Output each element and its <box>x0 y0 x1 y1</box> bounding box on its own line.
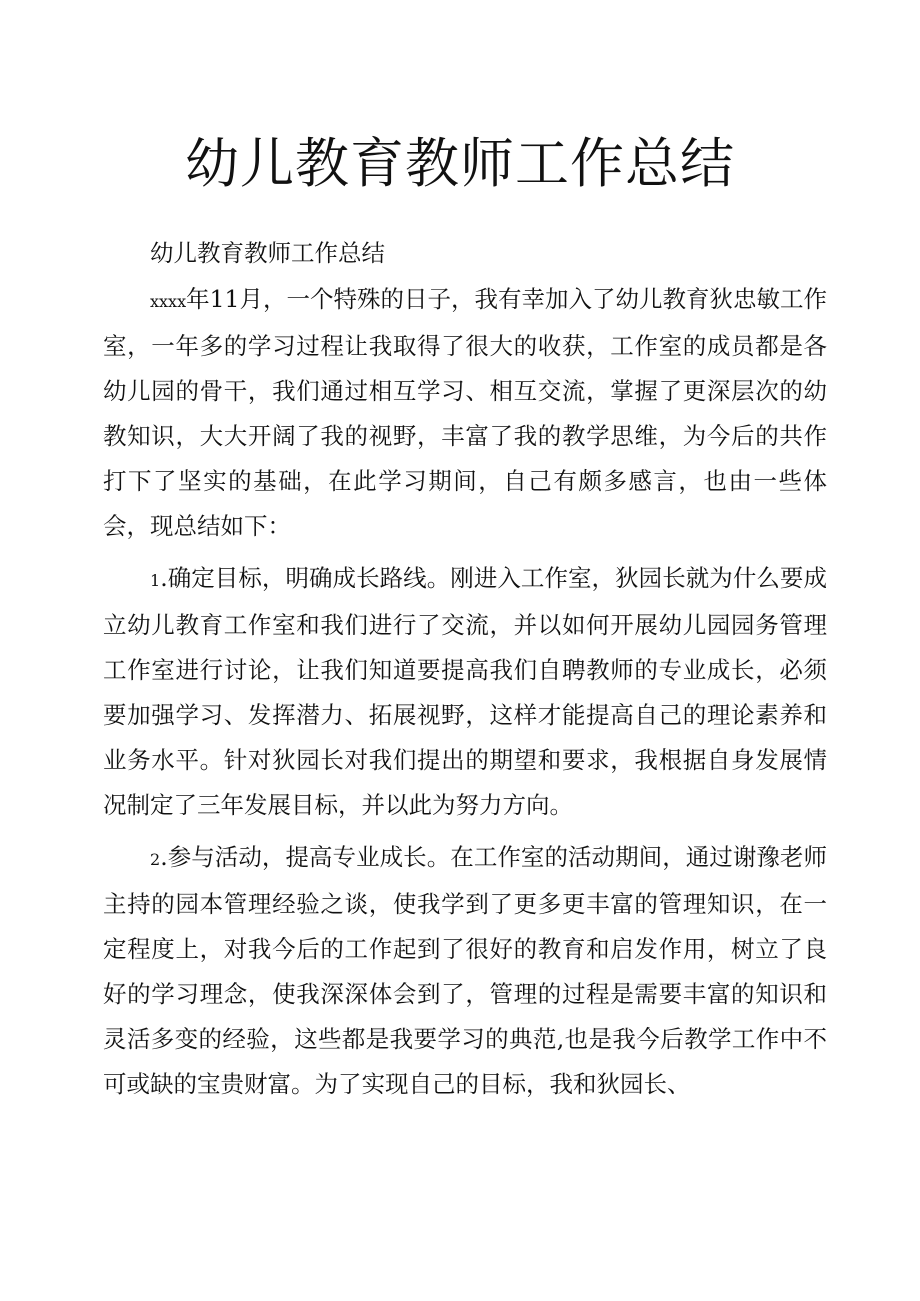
paragraph-item-2 <box>103 835 827 1107</box>
paragraph-text: 年11月，一个特殊的日子，我有幸加入了幼儿教育狄忠敏工作室，一年多的学习过程让我取得了很大的收获，工作室的成员都是各幼儿园的骨干，我们通过相互学习、相互交流，掌握了更深层次的幼教知识，大大开阔了我的视野，丰富了我的教学思维，为今后的共作打下了坚实的基础，在此学习期间，自己有颇多感言，也由一些体会，现总结如下： <box>103 285 827 540</box>
list-number: 1 <box>150 571 161 590</box>
document-body <box>103 231 827 1114</box>
paragraph-text: .参与活动，提高专业成长。在工作室的活动期间，通过谢豫老师主持的园本管理经验之谈，使我学到了更多更丰富的管理知识，在一定程度上，对我今后的工作起到了很好的教育和启发作用，树立了良好的学习理念，使我深深体会到了，管理的过程是需要丰富的知识和灵活多变的经验，这些都是我要学习的典范,也是我今后教学工作中不可或缺的宝贵财富。为了实现自己的目标，我和狄园长、 <box>103 843 827 1098</box>
document-title: 幼儿教育教师工作总结 <box>185 132 735 195</box>
paragraph-text: .确定目标，明确成长路线。刚进入工作室，狄园长就为什么要成立幼儿教育工作室和我们进行了交流，并以如何开展幼儿园园务管理工作室进行讨论，让我们知道要提高我们自聘教师的专业成长，必须要加强学习、发挥潜力、拓展视野，这样才能提高自己的理论素养和业务水平。针对狄园长对我们提出的期望和要求，我根据自身发展情况制定了三年发展目标，并以此为努力方向。 <box>103 564 827 819</box>
document-subtitle: 幼儿教育教师工作总结 <box>150 239 385 267</box>
paragraph-prefix: xxxx <box>150 292 187 311</box>
list-number: 2 <box>150 850 161 869</box>
paragraph-item-1 <box>103 556 827 828</box>
paragraph-intro <box>103 277 827 549</box>
